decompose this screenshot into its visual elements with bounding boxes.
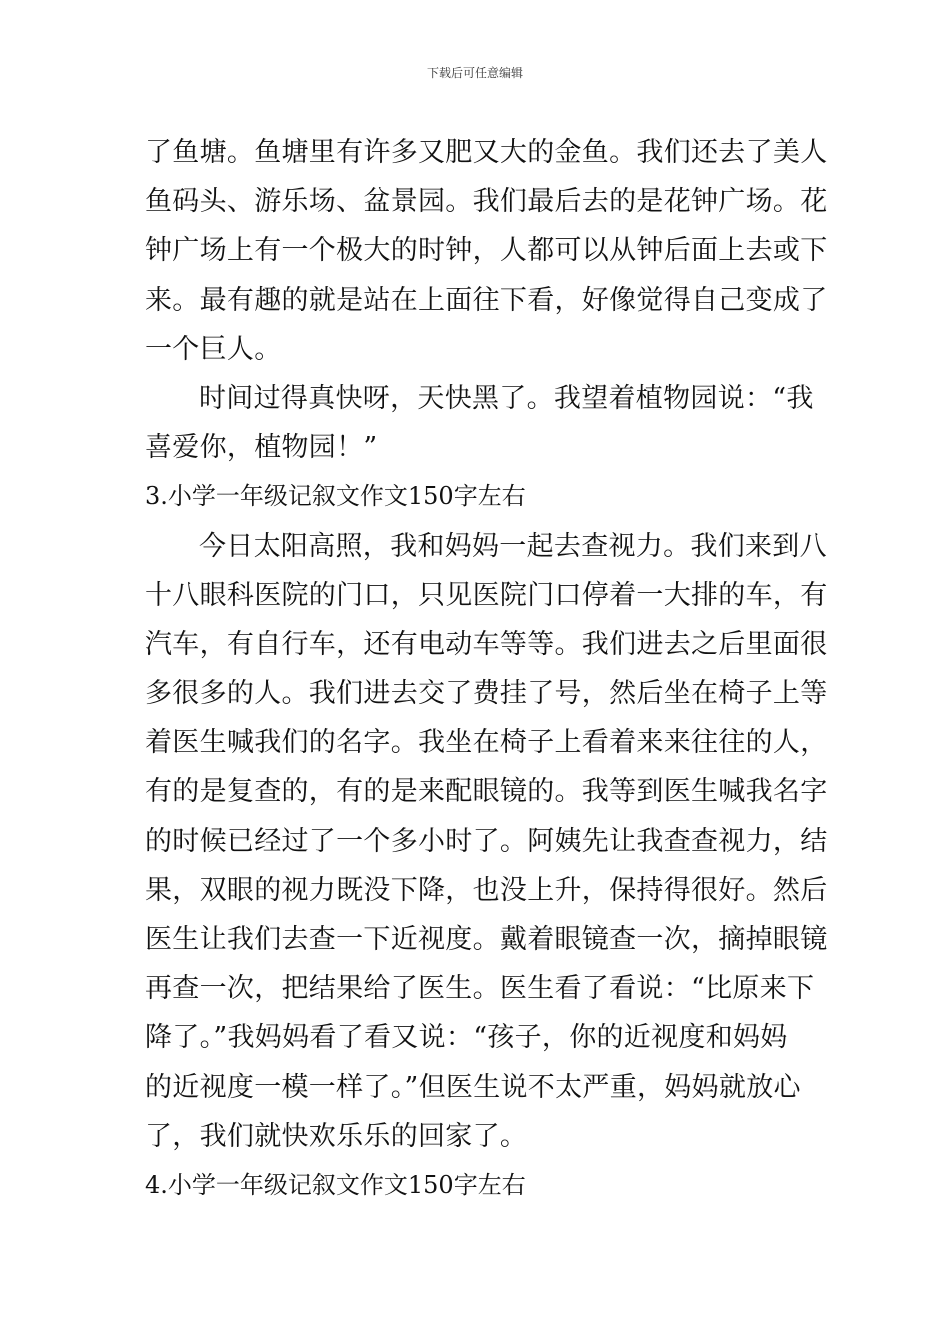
paragraph-line: 了，我们就快欢乐乐的回家了。 [145, 1120, 528, 1152]
paragraph-line: 喜爱你，植物园！” [145, 432, 378, 464]
paragraph-line: 钟广场上有一个极大的时钟，人都可以从钟后面上去或下 [145, 235, 828, 267]
paragraph-line: 了鱼塘。鱼塘里有许多又肥又大的金鱼。我们还去了美人 [145, 137, 828, 168]
paragraph-line: 着医生喊我们的名字。我坐在椅子上看着来来往往的人， [145, 727, 828, 759]
paragraph-line: 来。最有趣的就是站在上面往下看，好像觉得自己变成了 [145, 284, 828, 316]
paragraph-line: 果，双眼的视力既没下降，也没上升，保持得很好。然后 [145, 874, 828, 906]
paragraph-line: 汽车，有自行车，还有电动车等等。我们进去之后里面很 [145, 628, 828, 660]
paragraph-line: 十八眼科医院的门口，只见医院门口停着一大排的车，有 [145, 579, 828, 611]
paragraph-line: 的时候已经过了一个多小时了。阿姨先让我查查视力，结 [145, 825, 828, 857]
paragraph-line: 时间过得真快呀，天快黑了。我望着植物园说：“我 [199, 382, 814, 414]
paragraph-line: 医生让我们去查一下近视度。戴着眼镜查一次，摘掉眼镜 [145, 924, 828, 955]
paragraph-line: 今日太阳高照，我和妈妈一起去查视力。我们来到八 [199, 530, 827, 562]
paragraph-line: 鱼码头、游乐场、盆景园。我们最后去的是花钟广场。花 [145, 186, 828, 218]
paragraph-line: 再查一次，把结果给了医生。医生看了看说：“比原来下 [145, 973, 815, 1005]
section-heading: 3.小学一年级记叙文作文150字左右 [145, 482, 526, 511]
paragraph-line: 降了。”我妈妈看了看又说：“孩子，你的近视度和妈妈 [145, 1022, 788, 1054]
paragraph-line: 多很多的人。我们进去交了费挂了号，然后坐在椅子上等 [145, 678, 828, 710]
document-body [145, 128, 828, 1210]
section-heading: 4.小学一年级记叙文作文150字左右 [145, 1170, 526, 1199]
paragraph-line: 的近视度一模一样了。”但医生说不太严重，妈妈就放心 [145, 1071, 801, 1103]
page-header: 下载后可任意编辑 [426, 66, 523, 80]
paragraph-line: 一个巨人。 [145, 333, 282, 365]
paragraph-line: 有的是复查的，有的是来配眼镜的。我等到医生喊我名字 [145, 776, 828, 808]
